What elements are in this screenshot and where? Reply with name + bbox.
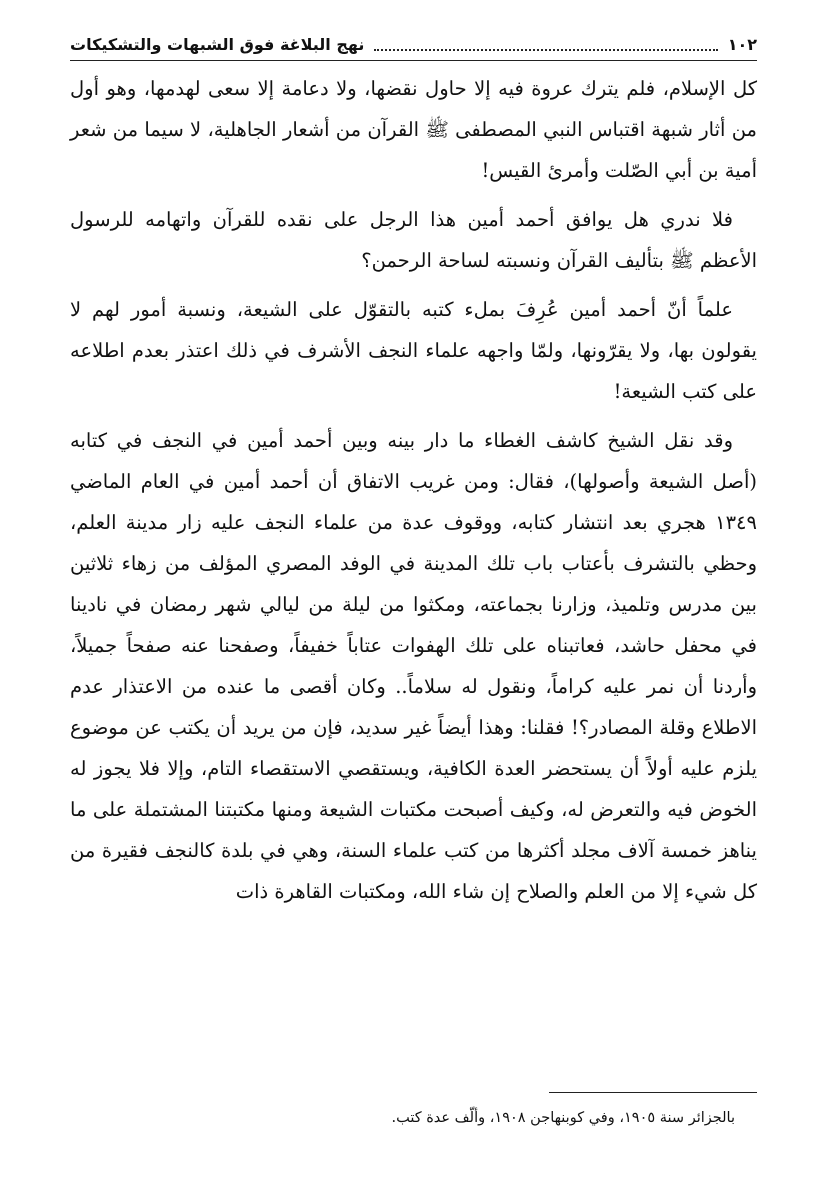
header-rule	[70, 60, 757, 61]
body-text	[70, 68, 757, 920]
running-header	[70, 30, 757, 56]
paragraph: فلا ندري هل يوافق أحمد أمين هذا الرجل على نقده للقرآن واتهامه للرسول الأعظم ﷺ بتأليف القرآن ونسبته لساحة الرحمن؟	[70, 208, 757, 272]
page-number: ١٠٢	[727, 35, 757, 54]
paragraph: كل الإسلام، فلم يترك عروة فيه إلا حاول نقضها، ولا دعامة إلا سعى لهدمها، وهو أول من أثار شبهة اقتباس النبي المصطفى ﷺ القرآن من أشعار الجاهلية، لا سيما من شعر أمية بن أبي الصّلت وأمرئ القيس!	[70, 77, 757, 182]
paragraph: وقد نقل الشيخ كاشف الغطاء ما دار بينه وبين أحمد أمين في النجف في كتابه (أصل الشيعة وأصولها)، فقال: ومن غريب الاتفاق أن أحمد أمين في العام الماضي ١٣٤٩ هجري بعد انتشار كتابه، ووقوف عدة من علماء النجف عليه زار مدينة العلم، وحظي بالتشرف بأعتاب باب تلك المدينة في الوفد المصري المؤلف من زهاء ثلاثين بين مدرس وتلميذ، وزارنا بجماعته، ومكثوا من ليلة من ليالي شهر رمضان في نادينا في محفل حاشد، فعاتبناه على تلك الهفوات عتاباً خفيفاً، وصفحنا عنه صفحاً جميلاً، وأردنا أن نمر عليه كراماً، ونقول له سلاماً.. وكان أقصى ما عنده من الاعتذار عدم الاطلاع وقلة المصادر؟! فقلنا: وهذا أيضاً غير سديد، فإن من يريد أن يكتب عن موضوع يلزم عليه أولاً أن يستحضر العدة الكافية، ويستقصي الاستقصاء التام، وإلا فلا يجوز له الخوض فيه والتعرض له، وكيف أصبحت مكتبات الشيعة ومنها مكتبتنا المشتملة على ما يناهز خمسة آلاف مجلد أكثرها من كتب علماء السنة، وهي في بلدة كالنجف فقيرة من كل شيء إلا من العلم والصلاح إن شاء الله، ومكتبات القاهرة ذات	[70, 429, 757, 903]
header-dot-leader	[374, 48, 717, 51]
footnote: بالجزائر سنة ١٩٠٥، وفي كوبنهاجن ١٩٠٨، وألّف عدة كتب.	[391, 1110, 735, 1126]
footnote-rule	[549, 1092, 757, 1093]
paragraph: علماً أنّ أحمد أمين عُرِفَ بملء كتبه بالتقوّل على الشيعة، ونسبة أمور لهم لا يقولون بها، ولا يقرّونها، ولمّا واجهه علماء النجف الأشرف في ذلك اعتذر بعدم اطلاعه على كتب الشيعة!	[70, 298, 757, 403]
book-title: نهج البلاغة فوق الشبهات والتشكيكات	[70, 35, 365, 54]
